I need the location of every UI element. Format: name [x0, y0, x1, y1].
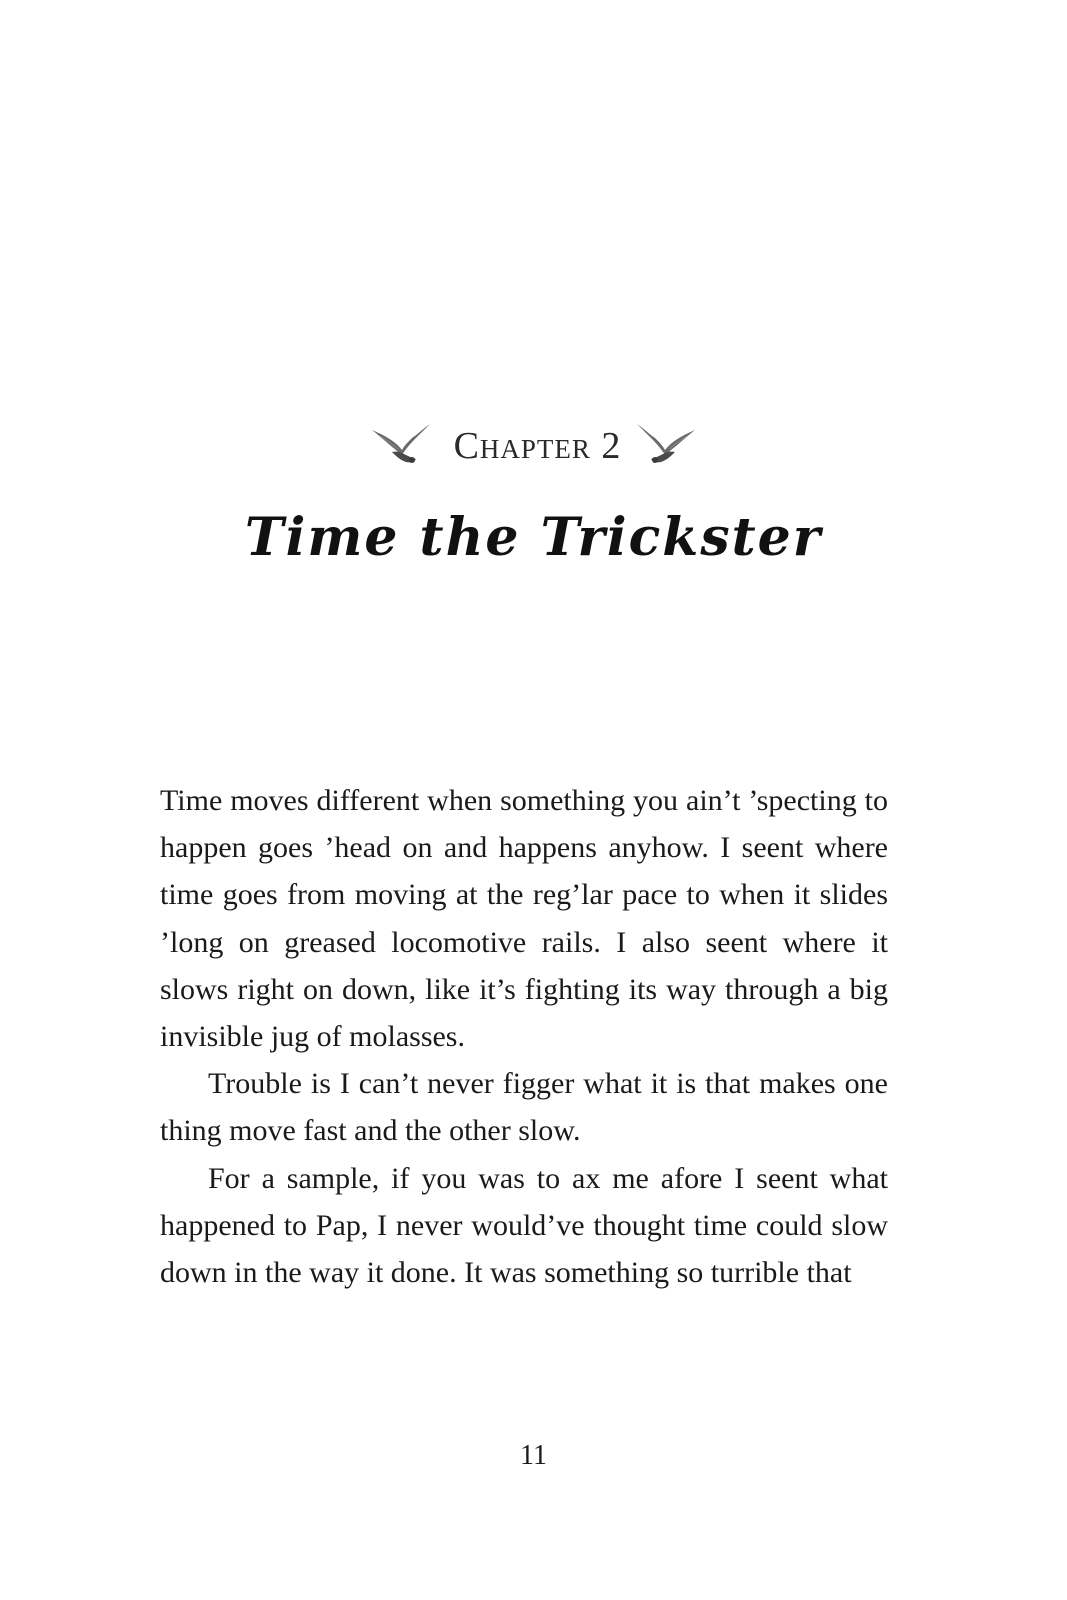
paragraph: Trouble is I can’t never figger what it is that makes one thing move fast and the other slow. [160, 1067, 888, 1148]
paragraph: Time moves different when something you ain’t ’specting to happen goes ’head on and happens anyhow. I seent where time goes from moving at the reg’lar pace to when it slides ’long on greased locomotive rails. I also seent where it slows right on down, like it’s fighting its way through a big invisible jug of molasses. [160, 784, 888, 1054]
chapter-heading [0, 418, 1067, 474]
flying-dove-icon [370, 422, 432, 470]
page-number: 11 [520, 1440, 547, 1471]
chapter-body [160, 777, 888, 1296]
chapter-title: Time the Trickster [244, 507, 823, 568]
chapter-label: Chapter 2 [453, 425, 622, 467]
paragraph: For a sample, if you was to ax me afore I seent what happened to Pap, I never would’ve thought time could slow down in the way it done. It was something so turrible that [160, 1161, 888, 1290]
flying-dove-icon [635, 422, 697, 470]
